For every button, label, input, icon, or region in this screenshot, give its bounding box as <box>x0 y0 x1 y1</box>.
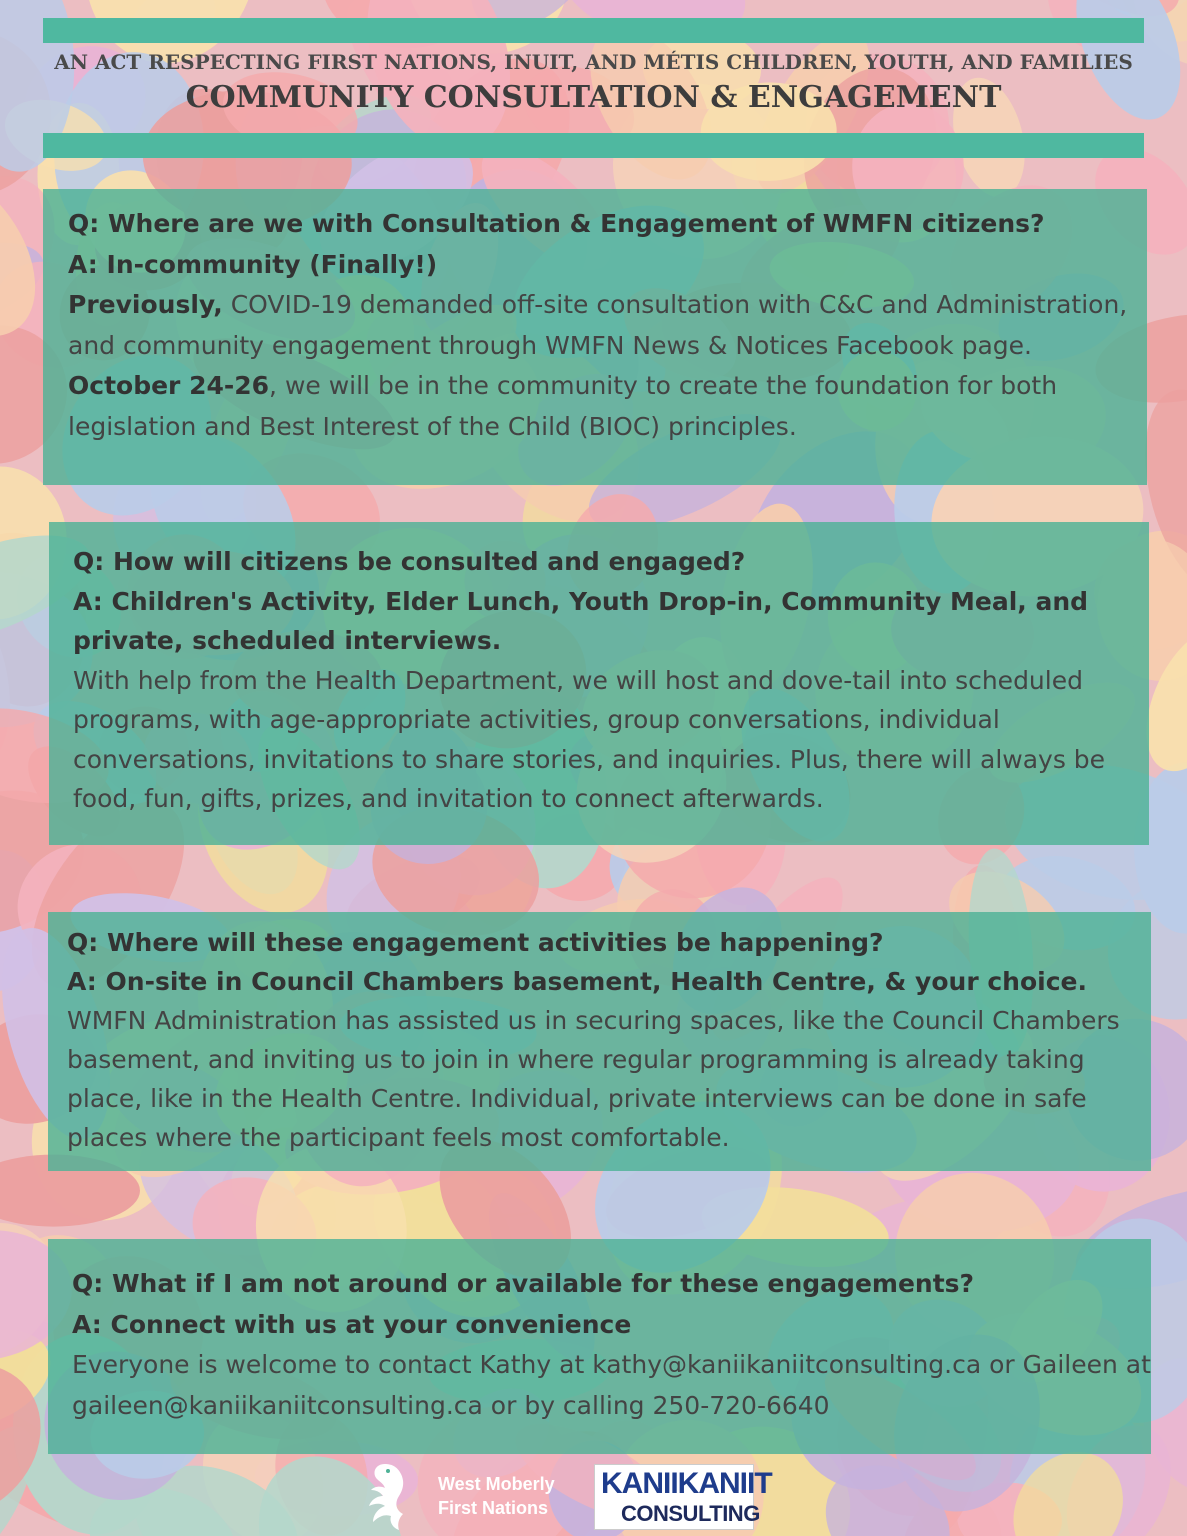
west-moberly-line1: West Moberly <box>438 1474 555 1494</box>
page-title: COMMUNITY CONSULTATION & ENGAGEMENT <box>185 80 1002 115</box>
faq-question: Q: How will citizens be consulted and engaged? <box>73 547 746 576</box>
faq-card-status <box>43 189 1147 485</box>
faq-question: Q: Where will these engagement activities be happening? <box>67 928 884 957</box>
faq-answer: A: Children's Activity, Elder Lunch, Youth Drop-in, Community Meal, and private, scheduled interviews. <box>73 586 1089 655</box>
header-bottom-bar <box>43 133 1144 158</box>
faq-card-contact <box>48 1239 1151 1454</box>
faq-body-part1: COVID-19 demanded off-site consultation with C&C and Administration, and community engagement through WMFN News & Notices Facebook page. <box>68 290 1128 360</box>
west-moberly-logo-text <box>438 1472 555 1520</box>
faq-answer: A: On-site in Council Chambers basement, Health Centre, & your choice. <box>67 967 1087 996</box>
faq-body: Everyone is welcome to contact Kathy at kathy@kaniikaniitconsulting.ca or Gaileen at gaileen@kaniikaniitconsulting.ca or by calling 250-720-6640 <box>72 1350 1151 1420</box>
faq-body-lead: Previously, <box>68 290 223 319</box>
faq-body-dates: October 24-26 <box>68 371 270 400</box>
kaniikaniit-logo <box>594 1464 772 1530</box>
swan-logo-icon <box>355 1460 417 1534</box>
faq-body: With help from the Health Department, we will host and dove-tail into scheduled programs, with age-appropriate activities, group conversations, individual conversations, invitations to share stories, and inquiries. Plus, there will always be food, fun, gifts, prizes, and invitation to connect afterwards. <box>73 665 1106 813</box>
faq-card-where <box>48 912 1151 1171</box>
west-moberly-line2: First Nations <box>438 1498 549 1518</box>
footer-logos <box>0 1454 1187 1536</box>
faq-answer: A: Connect with us at your convenience <box>72 1309 632 1339</box>
kaniikaniit-logo-bottom: CONSULTING <box>621 1501 760 1526</box>
header-top-bar <box>43 18 1144 43</box>
faq-answer: A: In-community (Finally!) <box>68 249 438 279</box>
faq-question: Q: What if I am not around or available for these engagements? <box>72 1269 975 1298</box>
faq-card-how <box>49 522 1149 845</box>
faq-body: WMFN Administration has assisted us in securing spaces, like the Council Chambers basement, and inviting us to join in where regular programming is already taking place, like in the Health Centre. Individual, private interviews can be done in safe places where the participant feels most comfortable. <box>67 1006 1120 1152</box>
faq-body-part2: , we will be in the community to create the foundation for both legislation and Best Interest of the Child (BIOC) principles. <box>68 371 1058 441</box>
faq-question: Q: Where are we with Consultation & Engagement of WMFN citizens? <box>68 209 1045 238</box>
faq-body <box>68 285 1147 447</box>
kaniikaniit-logo-top: KANIIKANIIT <box>601 1467 772 1500</box>
header-supertitle: AN ACT RESPECTING FIRST NATIONS, INUIT, AND MÉTIS CHILDREN, YOUTH, AND FAMILIES <box>54 50 1133 74</box>
